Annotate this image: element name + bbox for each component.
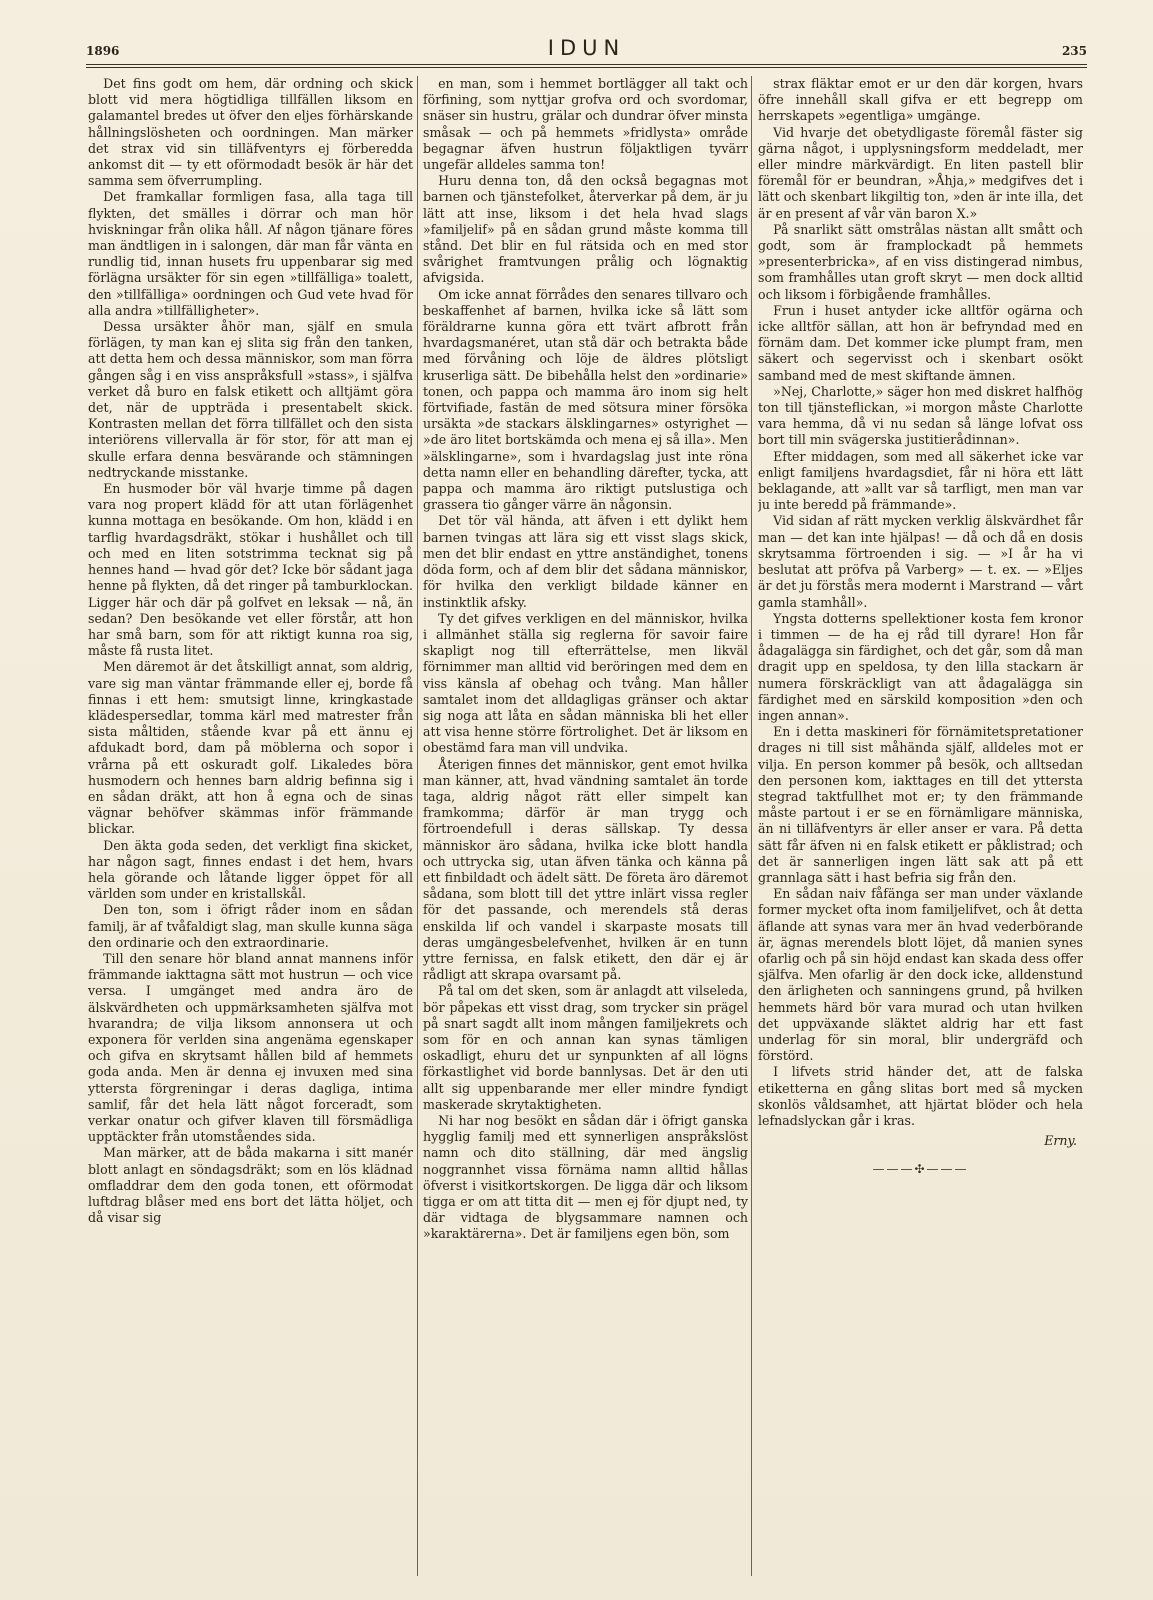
paragraph: Man märker, att de båda makarna i sitt manér blott anlagt en söndagsdräkt; som en lös klädnad omfladdrar dem den goda tonen, ett oförmodat luftdrag blåser med ens bort det lätta höljet, och då visar sig: [88, 1145, 413, 1226]
header-rule: [86, 64, 1087, 65]
paragraph: En sådan naiv fåfänga ser man under växlande former mycket ofta inom familjelifvet, och åt detta äflande att synas vara mer än hvad vederbörande är, ägnas merendels blott löjet, då manien synes ofarlig och på sin höjd endast kan skada dess offer själfva. Men ofarlig är den dock icke, alldenstund den ärligheten och sanningens grund, på hvilken hemmets härd bör vara murad och utan hvilken det uppväxande släktet aldrig har ett fast underlag för sin moral, blir undergräfd och förstörd.: [758, 886, 1083, 1064]
paragraph: Den äkta goda seden, det verkligt fina skicket, har någon sagt, finnes endast i det hem, hvars hela görande och låtande ligger öppet för all världen som under en kristallskål.: [88, 837, 413, 902]
paragraph: På tal om det sken, som är anlagdt att vilseleda, bör påpekas ett visst drag, som trycker sin prägel på snart sagdt allt inom mången familjekrets och som för en och annan kan synas tämligen oskadligt, ehuru det ur synpunkten af all lögns förkastlighet vid borde bannlysas. Det är den uti allt sig uppenbarande mer eller mindre fyndigt maskerade skrytaktigheten.: [423, 983, 748, 1112]
paragraph: Om icke annat förrådes den senares tillvaro och beskaffenhet af barnen, hvilka icke så lätt som föräldrarne kunna göra ett tvärt afbrott från hvardagsmanéret, utan stå där och betrakta både med förvåning och löje de äldres plötsligt kruserliga sätt. De bibehålla helst den »ordinarie» tonen, och pappa och mamma äro inom sig helt förtvifiade, fastän de med sötsura miner försöka ursäkta »de stackars älsklingarnes» ostyrighet — »de äro litet bortskämda och mena ej så illa». Men »älsklingarne», som i hvardagslag just inte röna detta namn eller en behandling därefter, tycka, att pappa och mamma äro riktigt putslustiga och grassera tio gånger värre än någonsin.: [423, 286, 748, 513]
end-ornament: ———✣———: [872, 1162, 969, 1177]
paragraph: I lifvets strid händer det, att de falska etiketterna en gång slitas bort med så mycken skonlös våldsamhet, att hjärtat blöder och hela lefnadslyckan går i kras.: [758, 1064, 1083, 1128]
paragraph: Till den senare hör bland annat mannens inför främmande iakttagna sätt mot hustrun — och vice versa. I umgänget med andra äro de älskvärdheten och uppmärksamheten själfva mot hvarandra; de vilja liksom annonsera ut och exponera för verlden sina angenäma egenskaper och gifva en skrytsamt hållen bild af hemmets goda anda. Men är denna ej invuxen med sina yttersta förgreningar i deras dagliga, intima samlif, får det hela lätt något forceradt, som verkar onatur och gifver klaven till försmädliga upptäckter från utomståendes sida.: [88, 950, 413, 1145]
page-number: 235: [1061, 44, 1087, 58]
running-head: [86, 36, 1087, 66]
column-divider: [417, 76, 418, 1576]
paragraph: Vid hvarje det obetydligaste föremål fäster sig gärna något, i upplysningsform meddeladt, mer eller mindre märkvärdigt. En liten pastell blir föremål för er beundran, »Åhja,» medgifves det i lätt och skenbart likgiltig ton, »den är inte illa, det är en present af vår vän baron X.»: [758, 124, 1083, 221]
paragraph: Det tör väl hända, att äfven i ett dylikt hem barnen tvingas att lära sig ett visst slags skick, men det blir endast en yttre anständighet, tonens döda form, och af dem blir det sådana människor, för hvilka den verkligt bildade känner en instinktlik afsky.: [423, 513, 748, 610]
text-column-1: [88, 76, 413, 1586]
paragraph: Huru denna ton, då den också begagnas mot barnen och tjänstefolket, återverkar på dem, är ju lätt att inse, liksom i det hela hvad slags »familjelif» på en sådan grund måste komma till stånd. Det blir en ful rätsida och en med stor svårighet framtvungen prålig och lögnaktig afvigsida.: [423, 173, 748, 286]
paragraph: Frun i huset antyder icke alltför ogärna och icke alltför sällan, att hon är befryndad med en förnäm dam. Det kommer icke plumpt fram, men säkert och segervisst och i skenbart osökt samband med de mest skiftande ämnen.: [758, 302, 1083, 383]
paragraph: strax fläktar emot er ur den där korgen, hvars öfre innehåll skall gifva er ett begrepp om herrskapets »egentliga» umgänge.: [758, 76, 1083, 124]
author-signature: Erny.: [1044, 1133, 1077, 1149]
text-column-3: [758, 76, 1083, 1586]
year-label: 1896: [86, 44, 120, 58]
paragraph: Återigen finnes det människor, gent emot hvilka man känner, att, hvad vändning samtalet än torde taga, aldrig något rätt eller simpelt kan framkomma; därför är man trygg och förtroendefull i deras sällskap. Ty dessa människor äro sådana, hvilka icke blott handla och uttrycka sig, utan äfven tänka och känna på ett finbildadt och ädelt sätt. De företa äro däremot sådana, som blott till det yttre inlärt vissa regler för det passande, och merendels stå deras enskilda lif och vandel i skarpaste mosats till deras umgängesbelefvenhet, hvilken är en tunn yttre fernissa, en falsk etikett, den där ej är rådligt att skrapa ovarsamt på.: [423, 756, 748, 983]
paragraph: Efter middagen, som med all säkerhet icke var enligt familjens hvardagsdiet, får ni höra ett lätt beklagande, att »allt var så tarfligt, men man var ju inte beredd på främmande».: [758, 448, 1083, 513]
column-divider: [751, 76, 752, 1576]
paragraph: »Nej, Charlotte,» säger hon med diskret halfhög ton till tjänsteflickan, »i morgon måste Charlotte vara hemma, då vi nu sedan så länge lofvat oss bort till min svägerska justitierådinnan».: [758, 383, 1083, 448]
paragraph: En husmoder bör väl hvarje timme på dagen vara nog propert klädd för att utan förlägenhet kunna mottaga en besökande. Om hon, klädd i en tarflig hvardagsdräkt, stökar i hushållet och till och med en liten sotstrimma tecknat sig på hennes hand — hvad gör det? Icke bör sådant jaga henne på flykten, då det ringer på tamburklockan. Ligger här och där på golfvet en leksak — nå, än sedan? Den besökande vet eller förstår, att hon har små barn, som för att riktigt kunna roa sig, måste få rusta litet.: [88, 481, 413, 659]
paragraph: Ni har nog besökt en sådan där i öfrigt ganska hygglig familj med ett synnerligen anspråkslöst namn och dito ställning, där med ängslig noggrannhet vissa förnäma namn alltid hållas öfverst i visitkortskorgen. De ligga där och liksom tigga er om att titta dit — men ej för djupt ned, ty där vidtaga de blygsammare namnen och »karaktärerna». Det är familjens egen bön, som: [423, 1113, 748, 1242]
paragraph: Det framkallar formligen fasa, alla taga till flykten, det smälles i dörrar och man hör hviskningar från olika håll. Af någon tjänare föres man ändtligen in i salongen, där man får vänta en rundlig tid, innan husets fru uppenbarar sig med förlägna ursäkter för sin egen »tillfälliga» toalett, den »tillfälliga» oordningen och Gud vete hvad för alla andra »tillfälligheter».: [88, 189, 413, 318]
paragraph: En i detta maskineri för förnämitetspretationer drages ni till sist måhända själf, alldeles mot er vilja. En person kommer på besök, och alltsedan den personen kom, iakttages en till det yttersta stegrad taktfullhet mot er; ty den främmande måste partout i er se en förnämligare människa, än ni tilläfventyrs är eller anser er vara. På detta sätt får äfven ni en falsk etikett er påklistrad; och det är sannerligen ingen lätt sak att på ett grannlaga sätt i hast befria sig från den.: [758, 724, 1083, 885]
paragraph: Men däremot är det åtskilligt annat, som aldrig, vare sig man väntar främmande eller ej, borde få finnas i ett hem: smutsigt linne, kringkastade klädespersedlar, tomma kärl med matrester från sista måltiden, stående kvar på ett ännu ej afdukadt bord, dam på möblerna och sopor i vrårna på ett oskuradt golf. Likaledes böra husmodern och hennes barn aldrig befinna sig i en sådan dräkt, att hon å egna och de sinas vägnar behöfver skämmas inför främmande blickar.: [88, 659, 413, 837]
paragraph: en man, som i hemmet bortlägger all takt och förfining, som nyttjar grofva ord och svordomar, snäser sin hustru, grälar och dundrar öfver minsta småsak — och på hemmets »fridlysta» område begagnar äfven hustrun följaktligen tyvärr ungefär alldeles samma ton!: [423, 76, 748, 173]
paragraph: På snarlikt sätt omstrålas nästan allt smått och godt, som är framplockadt på hemmets »presenterbricka», af en viss distingerad nimbus, som framhålles utan groft skryt — men dock alltid och liksom i förbigående framhålles.: [758, 221, 1083, 302]
text-column-2: [423, 76, 748, 1586]
paragraph: Dessa ursäkter åhör man, själf en smula förlägen, ty man kan ej slita sig från den tanken, att detta hem och dessa människor, som man förra gången såg i en viss anspråksfull »stass», i själfva verket då buro en falsk etikett och alltjämt göra det, när de uppträda i presentabelt skick. Kontrasten mellan det förra tillfället och den sista interiörens villervalla är för stor, för att man ej skulle erfara denna besvärande och stämningen nedtryckande misstanke.: [88, 319, 413, 480]
paragraph: Det fins godt om hem, där ordning och skick blott vid mera högtidliga tillfällen liksom en galamantel bredes ut öfver den eljes förhärskande hållningslösheten och oordningen. Man märker det strax vid sin tilläfventyrs ej förberedda ankomst dit — ty ett oförmodadt besök är här det samma sem öfverrumpling.: [88, 76, 413, 189]
paragraph: Ty det gifves verkligen en del människor, hvilka i allmänhet ställa sig reglerna för savoir faire skapligt nog till efterrättelse, men likväl förnimmer man alltid vid beröringen med dem en viss känsla af obehag och tvång. Man håller samtalet inom det alldagligas gränser och aktar sig noga att låta en sådan människa bli het eller att visa henne större förtrolighet. Det är liksom en obestämd fara man vill undvika.: [423, 610, 748, 756]
masthead-title: IDUN: [547, 36, 626, 60]
paragraph: Yngsta dotterns spellektioner kosta fem kronor i timmen — de ha ej råd till dyrare! Hon får ådagalägga sin färdighet, och det går, som då man dragit upp en speldosa, ty den lilla stackarn är numera förskräckligt van att ådagalägga sin färdighet med en särskild komposition »den och ingen annan».: [758, 610, 1083, 723]
header-rule-thin: [86, 67, 1087, 68]
paragraph: Den ton, som i öfrigt råder inom en sådan familj, är af tvåfaldigt slag, man skulle kunna säga den ordinarie och den extraordinarie.: [88, 902, 413, 950]
paragraph: Vid sidan af rätt mycken verklig älskvärdhet får man — det kan inte hjälpas! — då och då en dosis skrytsamma förtroenden i sig. — »I år ha vi beslutat att pröfva på Varberg» — t. ex. — »Eljes är det ju förstås mera modernt i Marstrand — vårt gamla stamhåll».: [758, 513, 1083, 610]
